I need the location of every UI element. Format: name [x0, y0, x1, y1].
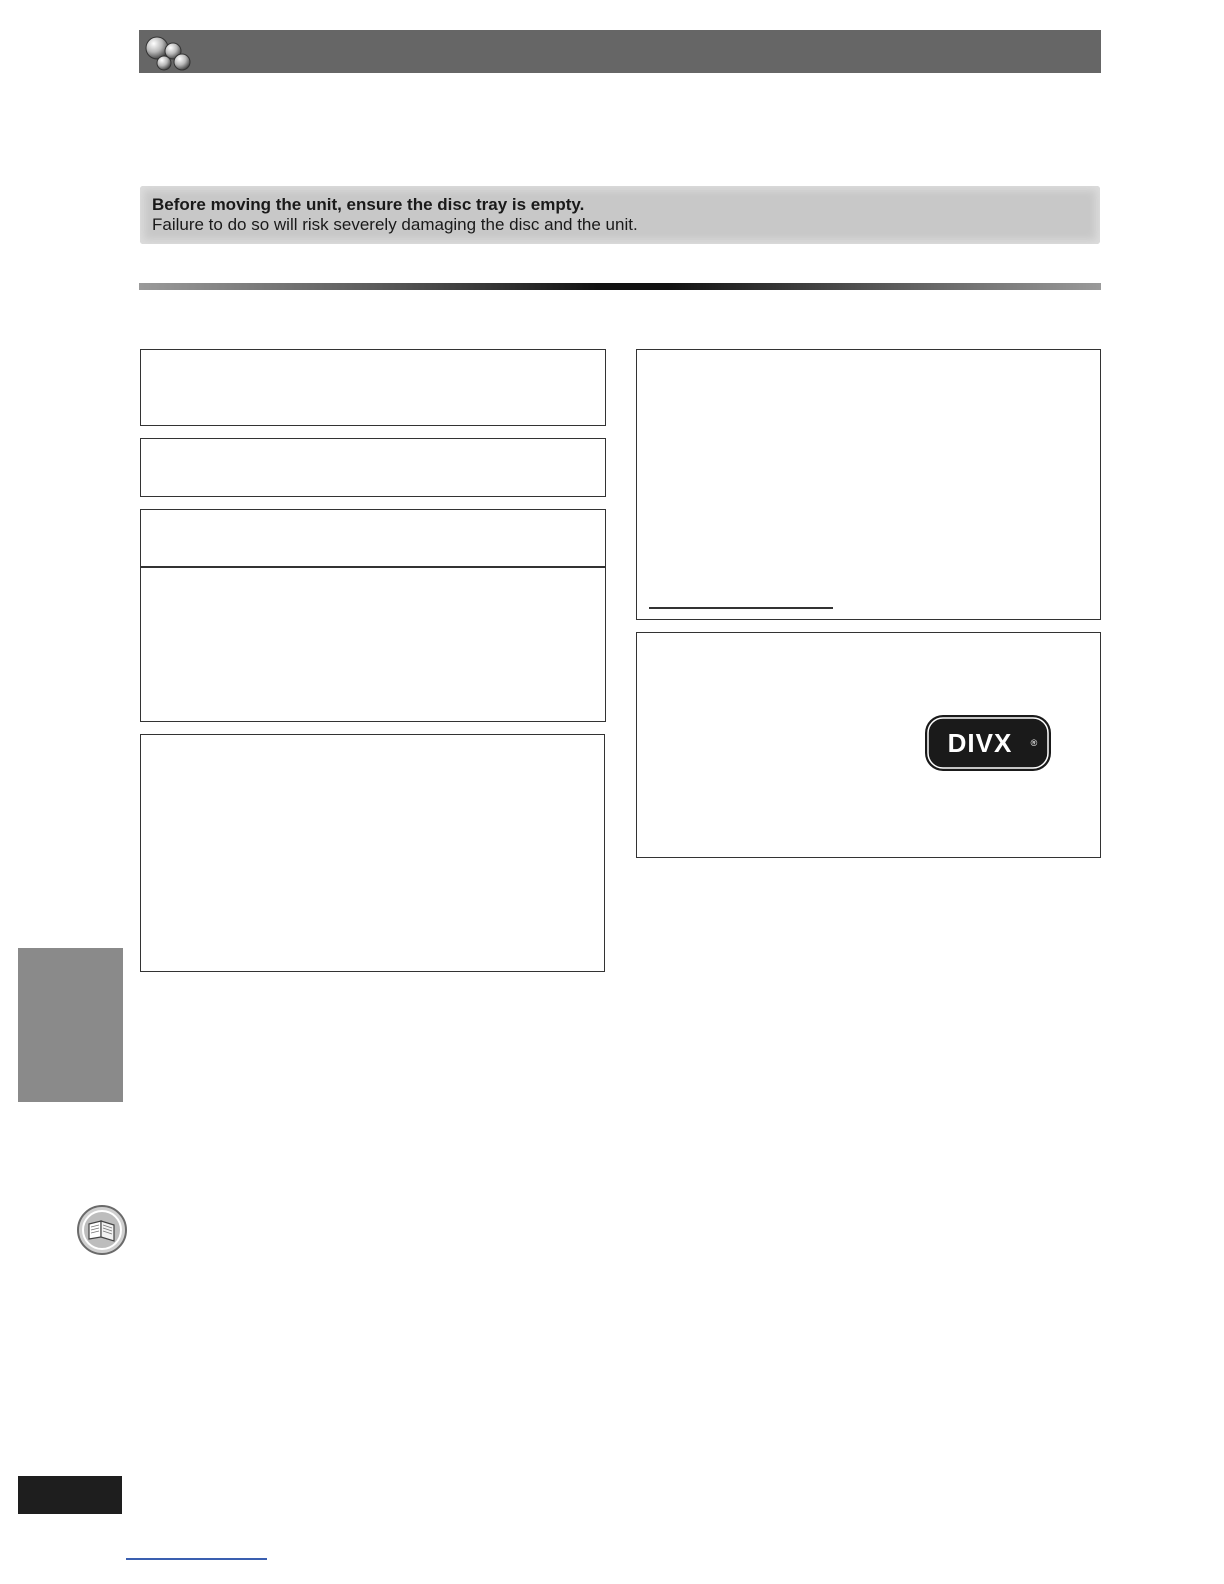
- notice-heading: Before moving the unit, ensure the disc tray is empty.: [152, 195, 585, 214]
- info-frame-3: [140, 509, 606, 722]
- page-number-block: [18, 1476, 122, 1514]
- info-frame-2: [140, 438, 606, 497]
- footnote-rule: [649, 607, 833, 609]
- divx-registered-mark: ®: [1030, 738, 1038, 748]
- divx-logo-text: DIVX: [947, 728, 1013, 758]
- divx-logo: [924, 714, 1052, 772]
- info-frame-5: [636, 349, 1101, 620]
- info-frame-4: [140, 734, 605, 972]
- section-header-bar: [139, 30, 1101, 73]
- bubbles-icon: [144, 35, 196, 71]
- notice-text: Failure to do so will risk severely damaging the disc and the unit.: [152, 215, 638, 234]
- info-frame-3-divider: [140, 566, 606, 568]
- section-divider: [139, 283, 1101, 290]
- side-tab: [18, 948, 123, 1102]
- info-frame-1: [140, 349, 606, 426]
- book-icon: [76, 1204, 128, 1256]
- footer-link-underline[interactable]: [126, 1558, 267, 1560]
